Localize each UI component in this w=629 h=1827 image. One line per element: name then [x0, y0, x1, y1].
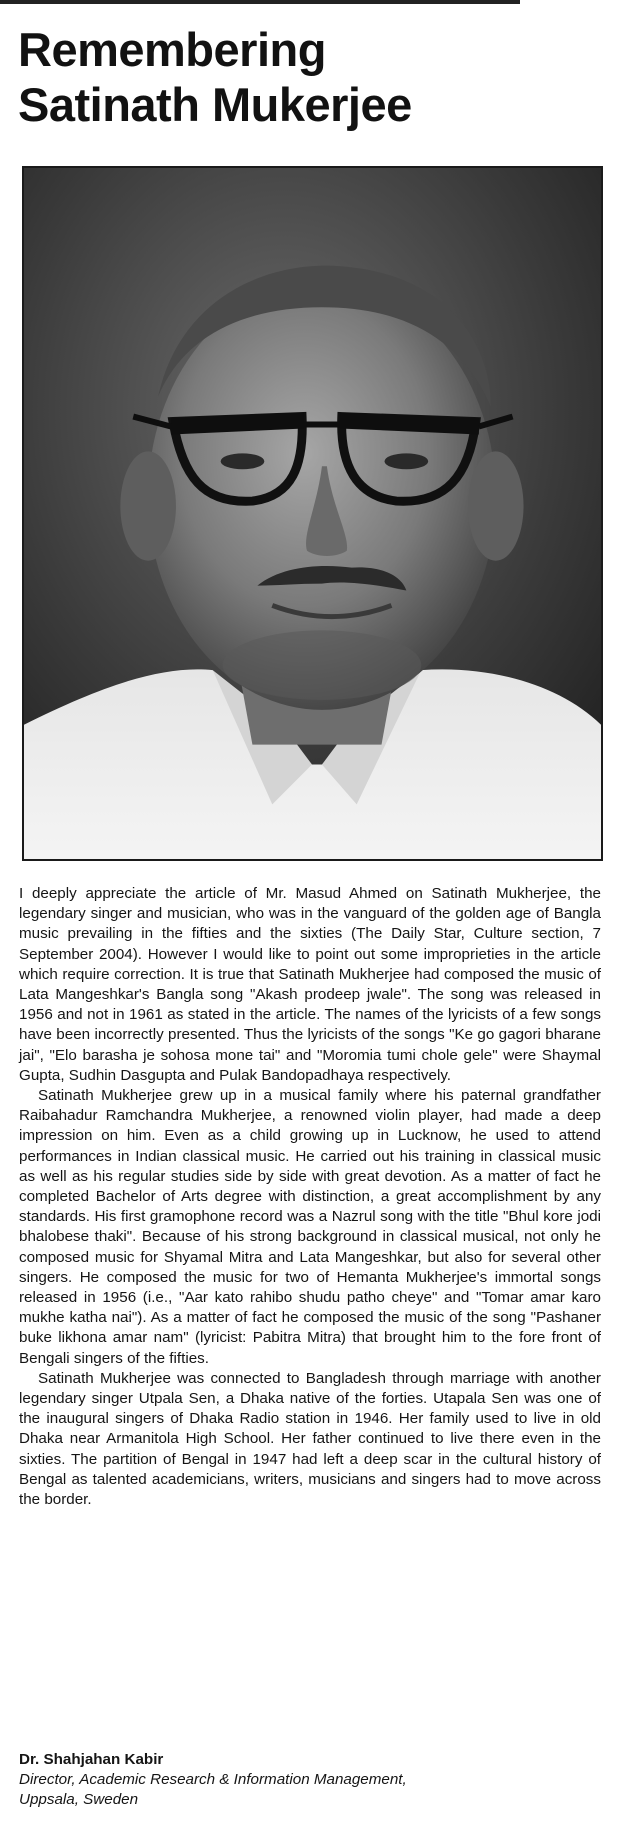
author-name: Dr. Shahjahan Kabir — [19, 1751, 164, 1768]
author-location: Uppsala, Sweden — [19, 1791, 139, 1809]
headline-line-1: Remembering — [18, 23, 326, 76]
paragraph-2: Satinath Mukherjee grew up in a musical family where his paternal grandfather Raibahadur Ramchandra Mukherjee, a renowned violin player, had made a deep impression on him. Even as a child growing up in Lucknow, he used to attend performances in Indian classical music. He carried out his training in classical music as well as his regular studies side by side with great devotion. As a matter of fact he completed Bachelor of Arts degree with distinction, a great accomplishment by any standards. His first gramophone record was a Nazrul song with the title "Bhul kore jodi bhalobese thaki". Because of his strong background in classical musical, not only he composed music for Shyamal Mitra and Lata Mangeshkar, but also for several other singers. He composed the music for two of Hemanta Mukherjee's immortal songs released in 1956 (i.e., "Aar kato rahibo shudu patho cheye" and "Tomar amar karo mukhe katha nai"). As a matter of fact he composed the music of the song "Pashaner buke likhona amar nam" (lyricist: Pabitra Mitra) that brought him to the fore front of Bengali singers of the fifties. — [19, 1087, 601, 1367]
top-rule — [0, 0, 520, 4]
headline — [18, 22, 618, 132]
author-signature — [19, 1750, 609, 1811]
paragraph-1: I deeply appreciate the article of Mr. Masud Ahmed on Satinath Mukherjee, the legendary singer and musician, who was in the vanguard of the golden age of Bangla music prevailing in the fifties and the sixties (The Daily Star, Culture section, 7 September 2004). However I would like to point out some improprieties in the article which require correction. It is true that Satinath Mukherjee had composed the music of Lata Mangeshkar's Bangla song "Akash prodeep jwale". The song was released in 1956 and not in 1961 as stated in the article. The names of the lyricists of a few songs have been incorrectly presented. Thus the lyricists of the songs "Ke go gagori bharane jai", "Elo barasha je sohosa mone tai" and "Moromia tumi chole gele" were Shaymal Gupta, Sudhin Dasgupta and Pulak Bandopadhaya respectively. — [19, 885, 601, 1084]
portrait-photo — [22, 166, 603, 861]
author-title: Director, Academic Research & Information Management, — [19, 1771, 407, 1789]
article-body — [19, 884, 601, 1510]
portrait-image — [24, 168, 601, 859]
paragraph-3: Satinath Mukherjee was connected to Bangladesh through marriage with another legendary singer Utpala Sen, a Dhaka native of the forties. Utapala Sen was one of the inaugural singers of Dhaka Radio station in 1946. Her family used to live in old Dhaka near Armanitola High School. Her father continued to live there even in the sixties. The partition of Bengal in 1947 had left a deep scar in the cultural history of Bengal as talented academicians, writers, musicians and singers had to move across the border. — [19, 1369, 601, 1509]
headline-line-2: Satinath Mukerjee — [18, 78, 412, 131]
